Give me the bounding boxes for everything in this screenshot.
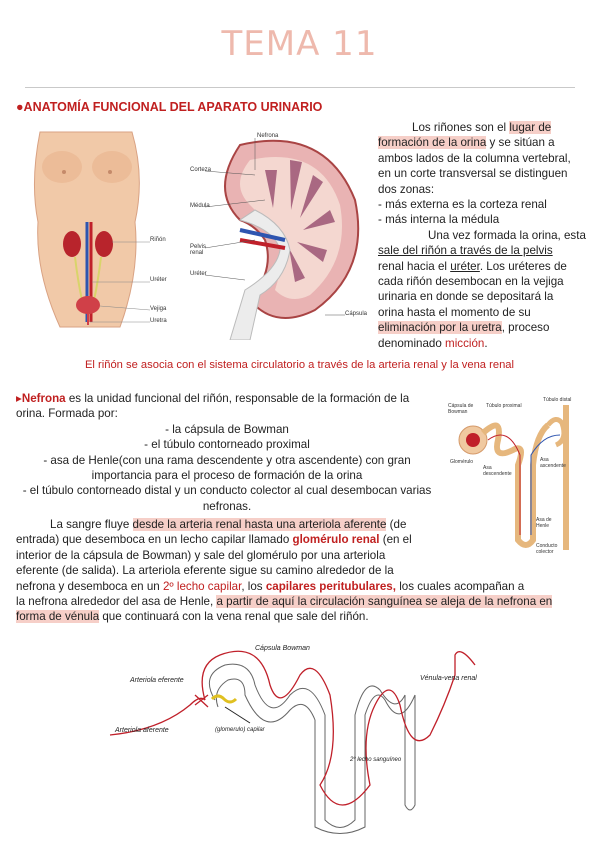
label-vejiga: Vejiga bbox=[150, 306, 167, 312]
blood-flow-paragraph: La sangre fluye desde la arteria renal hasta una arteriola aferente (de entrada) que desemboca en un lecho capilar llamado glomérulo renal (en el interior de la cápsula de Bowman) y sale del glomérulo por una arteriola eferente (de salida). La arteriola eferente sigue su camino alrededor de la nefrona y desemboca en un 2º lecho capilar, los capilares peritubulares, los cuales acompañan a la nefrona alrededor del asa de Henle, a partir de aquí la circulación sanguínea se aleja de la nefrona en forma de vénula que continuará con la vena renal que sale del riñón. bbox=[16, 518, 553, 624]
section-heading: ●ANATOMÍA FUNCIONAL DEL APARATO URINARIO bbox=[16, 100, 323, 114]
sketch-vena: Vénula-vena renal bbox=[420, 675, 477, 682]
sketch-glomerulo: (glomerulo) capilar bbox=[215, 727, 265, 733]
title-divider bbox=[25, 87, 575, 88]
label-rinon: Riñón bbox=[150, 237, 166, 243]
label-pelvis: Pelvis renal bbox=[190, 244, 207, 256]
n-henle: Asa de Henle bbox=[536, 517, 552, 529]
label-corteza: Corteza bbox=[190, 167, 212, 173]
n-proximal: Túbulo proximal bbox=[486, 403, 522, 409]
nephron-description: ▸Nefrona es la unidad funcional del riñón, responsable de la formación de la orina. Formada por: - la cápsula de Bowman - el túbulo contorneado proximal - asa de Henle(con una rama descendente y otra ascendente) con gran importancia para el proceso de formación de la orina - el túbulo contorneado distal y un conducto colector al cual desembocan varias nefronas. bbox=[16, 392, 432, 513]
label-ureter-k: Uréter bbox=[190, 271, 207, 277]
n-distal: Túbulo distal bbox=[543, 397, 572, 403]
nephron-figure bbox=[448, 395, 588, 555]
n-colector: Conducto colector bbox=[536, 543, 558, 555]
kidney-section-figure bbox=[185, 130, 375, 340]
label-uretra: Uretra bbox=[150, 318, 167, 324]
n-glomerulo: Glomérulo bbox=[450, 459, 474, 465]
sketch-eferente: Arteriola eferente bbox=[130, 677, 184, 684]
label-medula: Médula bbox=[190, 203, 210, 209]
urinary-system-figure bbox=[20, 122, 175, 332]
n-capsula: Cápsula de Bowman bbox=[448, 403, 474, 415]
n-asa-asc: Asa ascendente bbox=[540, 457, 566, 469]
sketch-lecho: 2º lecho sanguíneo bbox=[350, 757, 402, 763]
sketch-capsula: Cápsula Bowman bbox=[255, 645, 310, 652]
kidney-description: Los riñones son el lugar de formación de la orina y se sitúan a ambos lados de la columna vertebral, en un corte transversal se distinguen dos zonas: - más externa es la corteza renal - más interna la médula Una vez formada la orina, esta sale del riñón a través de la pelvis renal hacia el uréter. Los uréteres de cada riñón desembocan en la vejiga urinaria en donde se depositará la orina hasta el momento de su eliminación por la uretra, proceso denominado micción. bbox=[378, 121, 586, 350]
circulation-sketch bbox=[100, 635, 540, 835]
label-nefrona: Nefrona bbox=[257, 133, 279, 139]
n-asa-desc: Asa descendente bbox=[483, 465, 512, 477]
label-capsula: Cápsula bbox=[345, 311, 368, 317]
page-title: TEMA 11 bbox=[221, 24, 378, 64]
label-ureter: Uréter bbox=[150, 277, 167, 283]
circulation-statement: El riñón se asocia con el sistema circulatorio a través de la arteria renal y la vena renal bbox=[84, 359, 515, 371]
sketch-aferente: Arteriola aferente bbox=[115, 727, 169, 734]
